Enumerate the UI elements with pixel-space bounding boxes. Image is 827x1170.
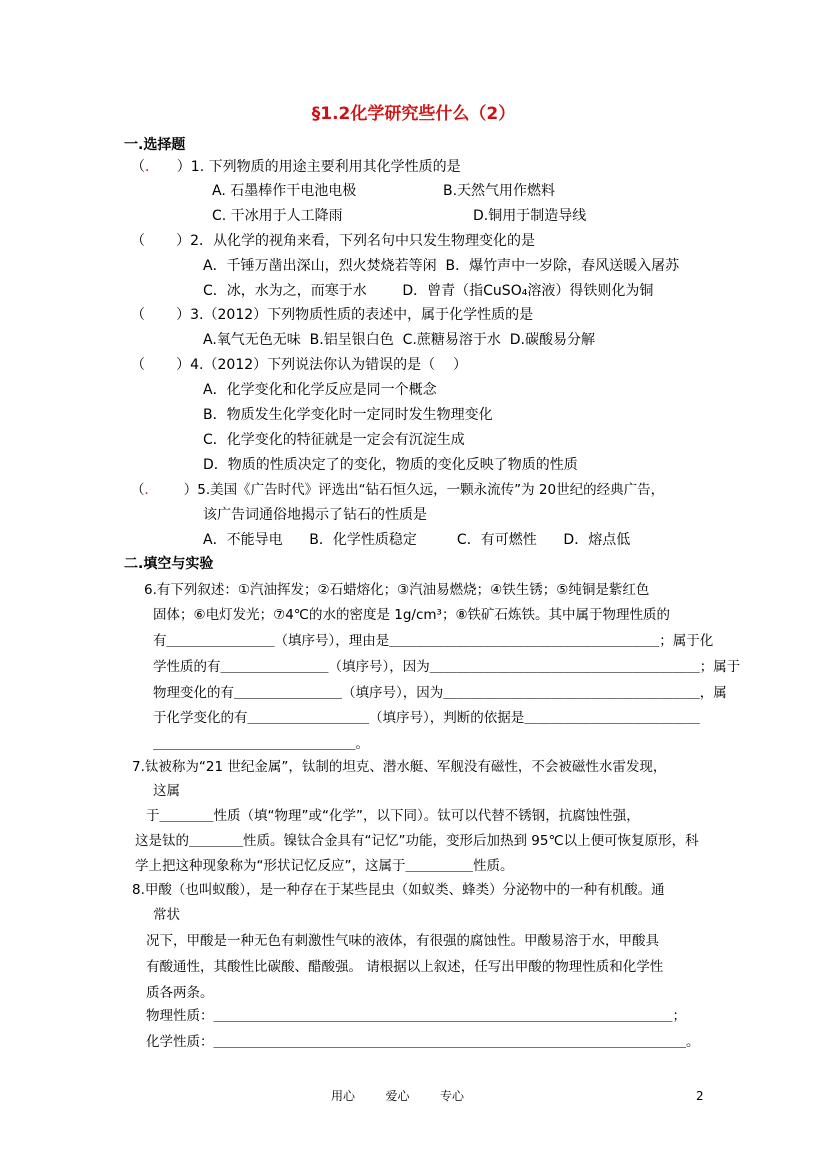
question-5-stem [131, 481, 664, 499]
q8-line-2: 常状 [153, 907, 180, 923]
q7-line-4: 这是钛的＿＿＿＿性质。镍钛合金具有“记忆”功能，变形后加热到 95℃以上便可恢复原形，科 [135, 833, 699, 849]
question-1-stem [131, 158, 461, 176]
q6-line-5: 物理变化的有＿＿＿＿＿＿＿＿（填序号），因为＿＿＿＿＿＿＿＿＿＿＿＿＿＿＿＿＿＿＿，属 [153, 685, 727, 701]
page-number: 2 [696, 1089, 704, 1103]
q4-option-c: C．化学变化的特征就是一定会有沉淀生成 [203, 432, 465, 448]
question-3-stem: （ ）3.（2012）下列物质性质的表述中，属于化学性质的是 [131, 307, 534, 323]
q6-line-7: ＿＿＿＿＿＿＿＿＿＿＿＿＿＿＿。 [153, 736, 369, 752]
q5-mark: ． [144, 482, 158, 498]
q5-paren-open: （ [131, 482, 145, 498]
q6-line-4: 学性质的有＿＿＿＿＿＿＿＿（填序号），因为＿＿＿＿＿＿＿＿＿＿＿＿＿＿＿＿＿＿＿＿；属于 [153, 659, 741, 675]
section-heading-fill: 二.填空与实验 [124, 556, 214, 572]
q6-line-1: 6.有下列叙述：①汽油挥发；②石蜡熔化；③汽油易燃烧；④铁生锈；⑤纯铜是紫红色 [144, 582, 650, 598]
q6-line-6: 于化学变化的有＿＿＿＿＿＿＿＿＿（填序号），判断的依据是＿＿＿＿＿＿＿＿＿＿＿＿＿ [153, 710, 700, 726]
q1-option-c: C. 干冰用于人工降雨 [212, 208, 343, 224]
q8-line-4: 有酸通性，其酸性比碳酸、醋酸强。 请根据以上叙述，任写出甲酸的物理性质和化学性 [146, 959, 664, 975]
q8-line-5: 质各两条。 [146, 985, 214, 1001]
q8-line-7: 化学性质：＿＿＿＿＿＿＿＿＿＿＿＿＿＿＿＿＿＿＿＿＿＿＿＿＿＿＿＿＿＿＿＿＿＿＿。 [146, 1034, 700, 1050]
q8-line-3: 况下，甲酸是一种无色有刺激性气味的液体，有很强的腐蚀性。甲酸易溶于水，甲酸具 [146, 933, 659, 949]
q5-options: A．不能导电 B．化学性质稳定 C．有可燃性 D．熔点低 [203, 532, 631, 548]
q2-options-line-1: A．千锤万凿出深山，烈火焚烧若等闲 B．爆竹声中一岁除，春风送暖入屠苏 [203, 258, 680, 274]
q6-line-2: 固体；⑥电灯发光；⑦4℃的水的密度是 1g/cm³；⑧铁矿石炼铁。其中属于物理性质的 [153, 607, 671, 623]
q4-option-a: A．化学变化和化学反应是同一个概念 [203, 382, 437, 398]
q1-paren-open: （ [131, 159, 145, 175]
q2-options-line-2: C．冰，水为之，而寒于水 D．曾青（指CuSO₄溶液）得铁则化为铜 [203, 283, 654, 299]
q4-option-d: D．物质的性质决定了的变化，物质的变化反映了物质的性质 [203, 457, 578, 473]
question-2-stem: （ ）2．从化学的视角来看，下列名句中只发生物理变化的是 [131, 233, 536, 249]
q1-option-d: D.铜用于制造导线 [473, 208, 587, 224]
page-footer: 用心 爱心 专心 [331, 1089, 465, 1103]
q6-line-3: 有＿＿＿＿＿＿＿＿（填序号），理由是＿＿＿＿＿＿＿＿＿＿＿＿＿＿＿＿＿＿＿＿；属于化 [153, 633, 714, 649]
q3-options: A.氧气无色无味 B.铝呈银白色 C.蔗糖易溶于水 D.碳酸易分解 [203, 332, 595, 348]
q1-option-a: A. 石墨棒作干电池电极 [212, 183, 357, 199]
section-heading-choice: 一.选择题 [124, 137, 186, 153]
q5-stem-line-2: 该广告词通俗地揭示了钻石的性质是 [203, 507, 427, 523]
question-4-stem: （ ）4.（2012）下列说法你认为错误的是（ ） [131, 357, 467, 373]
q7-line-1: 7.钛被称为“21 世纪金属”，钛制的坦克、潜水艇、军舰没有磁性，不会被磁性水雷发现， [132, 759, 667, 775]
page-title: §1.2化学研究些什么（2） [311, 104, 516, 124]
q8-line-1: 8.甲酸（也叫蚁酸），是一种存在于某些昆虫（如蚁类、蜂类）分泌物中的一种有机酸。通 [132, 882, 665, 898]
q7-line-3: 于＿＿＿＿性质（填“物理”或“化学”，以下同）。钛可以代替不锈钢，抗腐蚀性强， [146, 808, 640, 824]
q1-stem-text: ）1. 下列物质的用途主要利用其化学性质的是 [159, 159, 461, 175]
q8-line-6: 物理性质：＿＿＿＿＿＿＿＿＿＿＿＿＿＿＿＿＿＿＿＿＿＿＿＿＿＿＿＿＿＿＿＿＿＿； [146, 1008, 686, 1024]
q7-line-5: 学上把这种现象称为“形状记忆反应”，这属于＿＿＿＿＿性质。 [135, 858, 514, 874]
q5-stem-text: ）5.美国《广告时代》评选出“钻石恒久远，一颗永流传”为 20世纪的经典广告， [158, 482, 665, 498]
q7-line-2: 这属 [153, 783, 180, 799]
q4-option-b: B．物质发生化学变化时一定同时发生物理变化 [203, 407, 493, 423]
q1-option-b: B.天然气用作燃料 [443, 183, 556, 199]
q1-mark: ． [145, 159, 159, 175]
